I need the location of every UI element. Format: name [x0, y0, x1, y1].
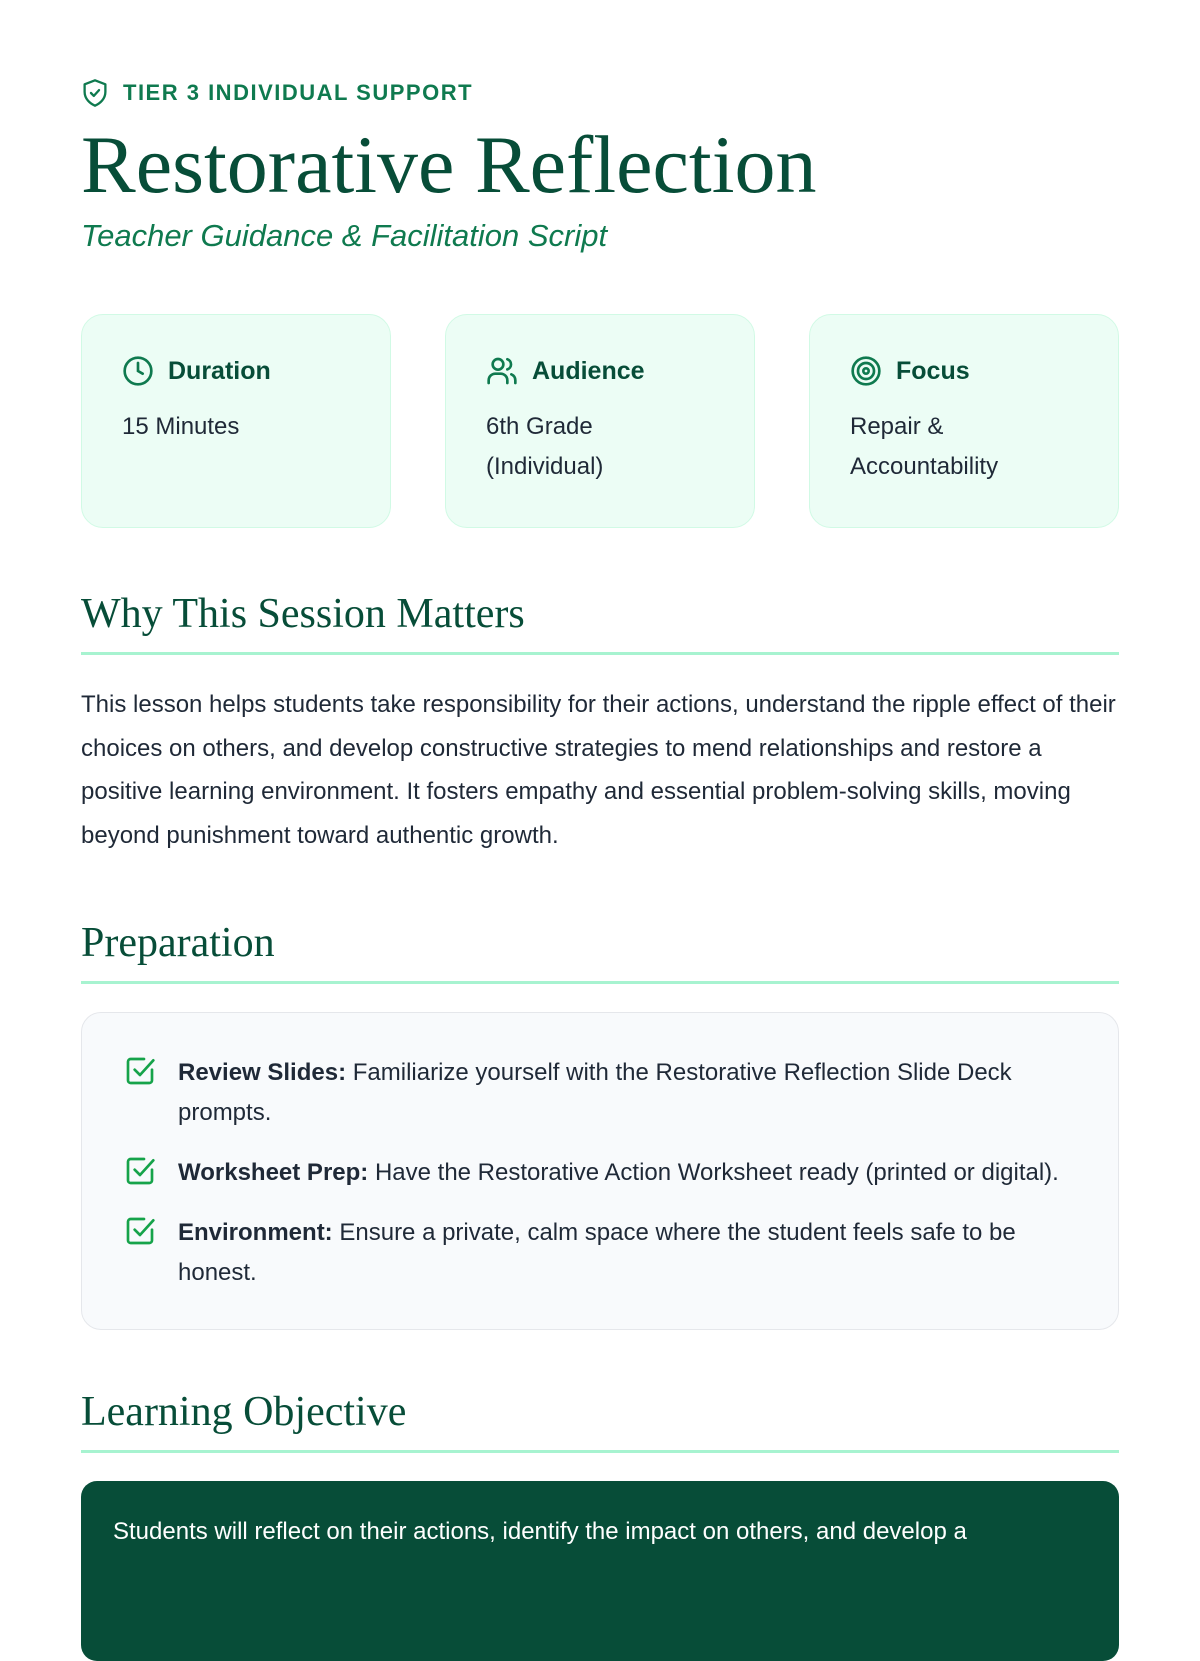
item-text: Familiarize yourself with the Restorative Reflection Slide Deck prompts. [178, 1059, 1012, 1127]
card-label: Duration [168, 356, 271, 385]
checklist-item [124, 1053, 1078, 1133]
page-subtitle: Teacher Guidance & Facilitation Script [81, 218, 608, 254]
checklist-item [124, 1213, 1078, 1293]
target-icon [850, 355, 882, 387]
section-heading: Learning Objective [81, 1388, 1119, 1453]
preparation-checklist [81, 1012, 1119, 1330]
page-title: Restorative Reflection [81, 119, 817, 210]
check-square-icon [124, 1055, 156, 1087]
card-duration [81, 314, 391, 528]
info-cards [81, 314, 1119, 528]
objective-box: Students will reflect on their actions, identify the impact on others, and develop a [81, 1481, 1119, 1661]
objective-section [81, 1388, 1119, 1661]
card-label: Audience [532, 356, 645, 385]
item-text: Have the Restorative Action Worksheet ready (printed or digital). [374, 1159, 1059, 1187]
tier-label [81, 78, 1119, 108]
shield-check-icon [81, 78, 109, 108]
clock-icon [122, 355, 154, 387]
checklist-item [124, 1153, 1078, 1193]
tier-label-text: TIER 3 INDIVIDUAL SUPPORT [123, 80, 474, 105]
why-section [81, 590, 1119, 857]
item-text: Ensure a private, calm space where the student feels safe to be honest. [178, 1219, 1016, 1287]
users-icon [486, 355, 518, 387]
item-label: Environment: [178, 1219, 333, 1247]
section-heading: Preparation [81, 919, 1119, 984]
preparation-section [81, 919, 1119, 1330]
card-value: 6th Grade (Individual) [486, 413, 604, 481]
check-square-icon [124, 1155, 156, 1187]
why-paragraph: This lesson helps students take responsibility for their actions, understand the ripple effect of their choices on others, and develop constructive strategies to mend relationships and restore a positive learning environment. It fosters empathy and essential problem-solving skills, moving beyond punishment toward authentic growth. [81, 691, 1116, 849]
card-audience [445, 314, 755, 528]
item-label: Review Slides: [178, 1059, 347, 1087]
section-heading: Why This Session Matters [81, 590, 1119, 655]
card-value: 15 Minutes [122, 413, 240, 441]
item-label: Worksheet Prep: [178, 1159, 369, 1187]
check-square-icon [124, 1215, 156, 1247]
card-value: Repair & Accountability [850, 413, 999, 481]
card-label: Focus [896, 356, 970, 385]
card-focus [809, 314, 1119, 528]
